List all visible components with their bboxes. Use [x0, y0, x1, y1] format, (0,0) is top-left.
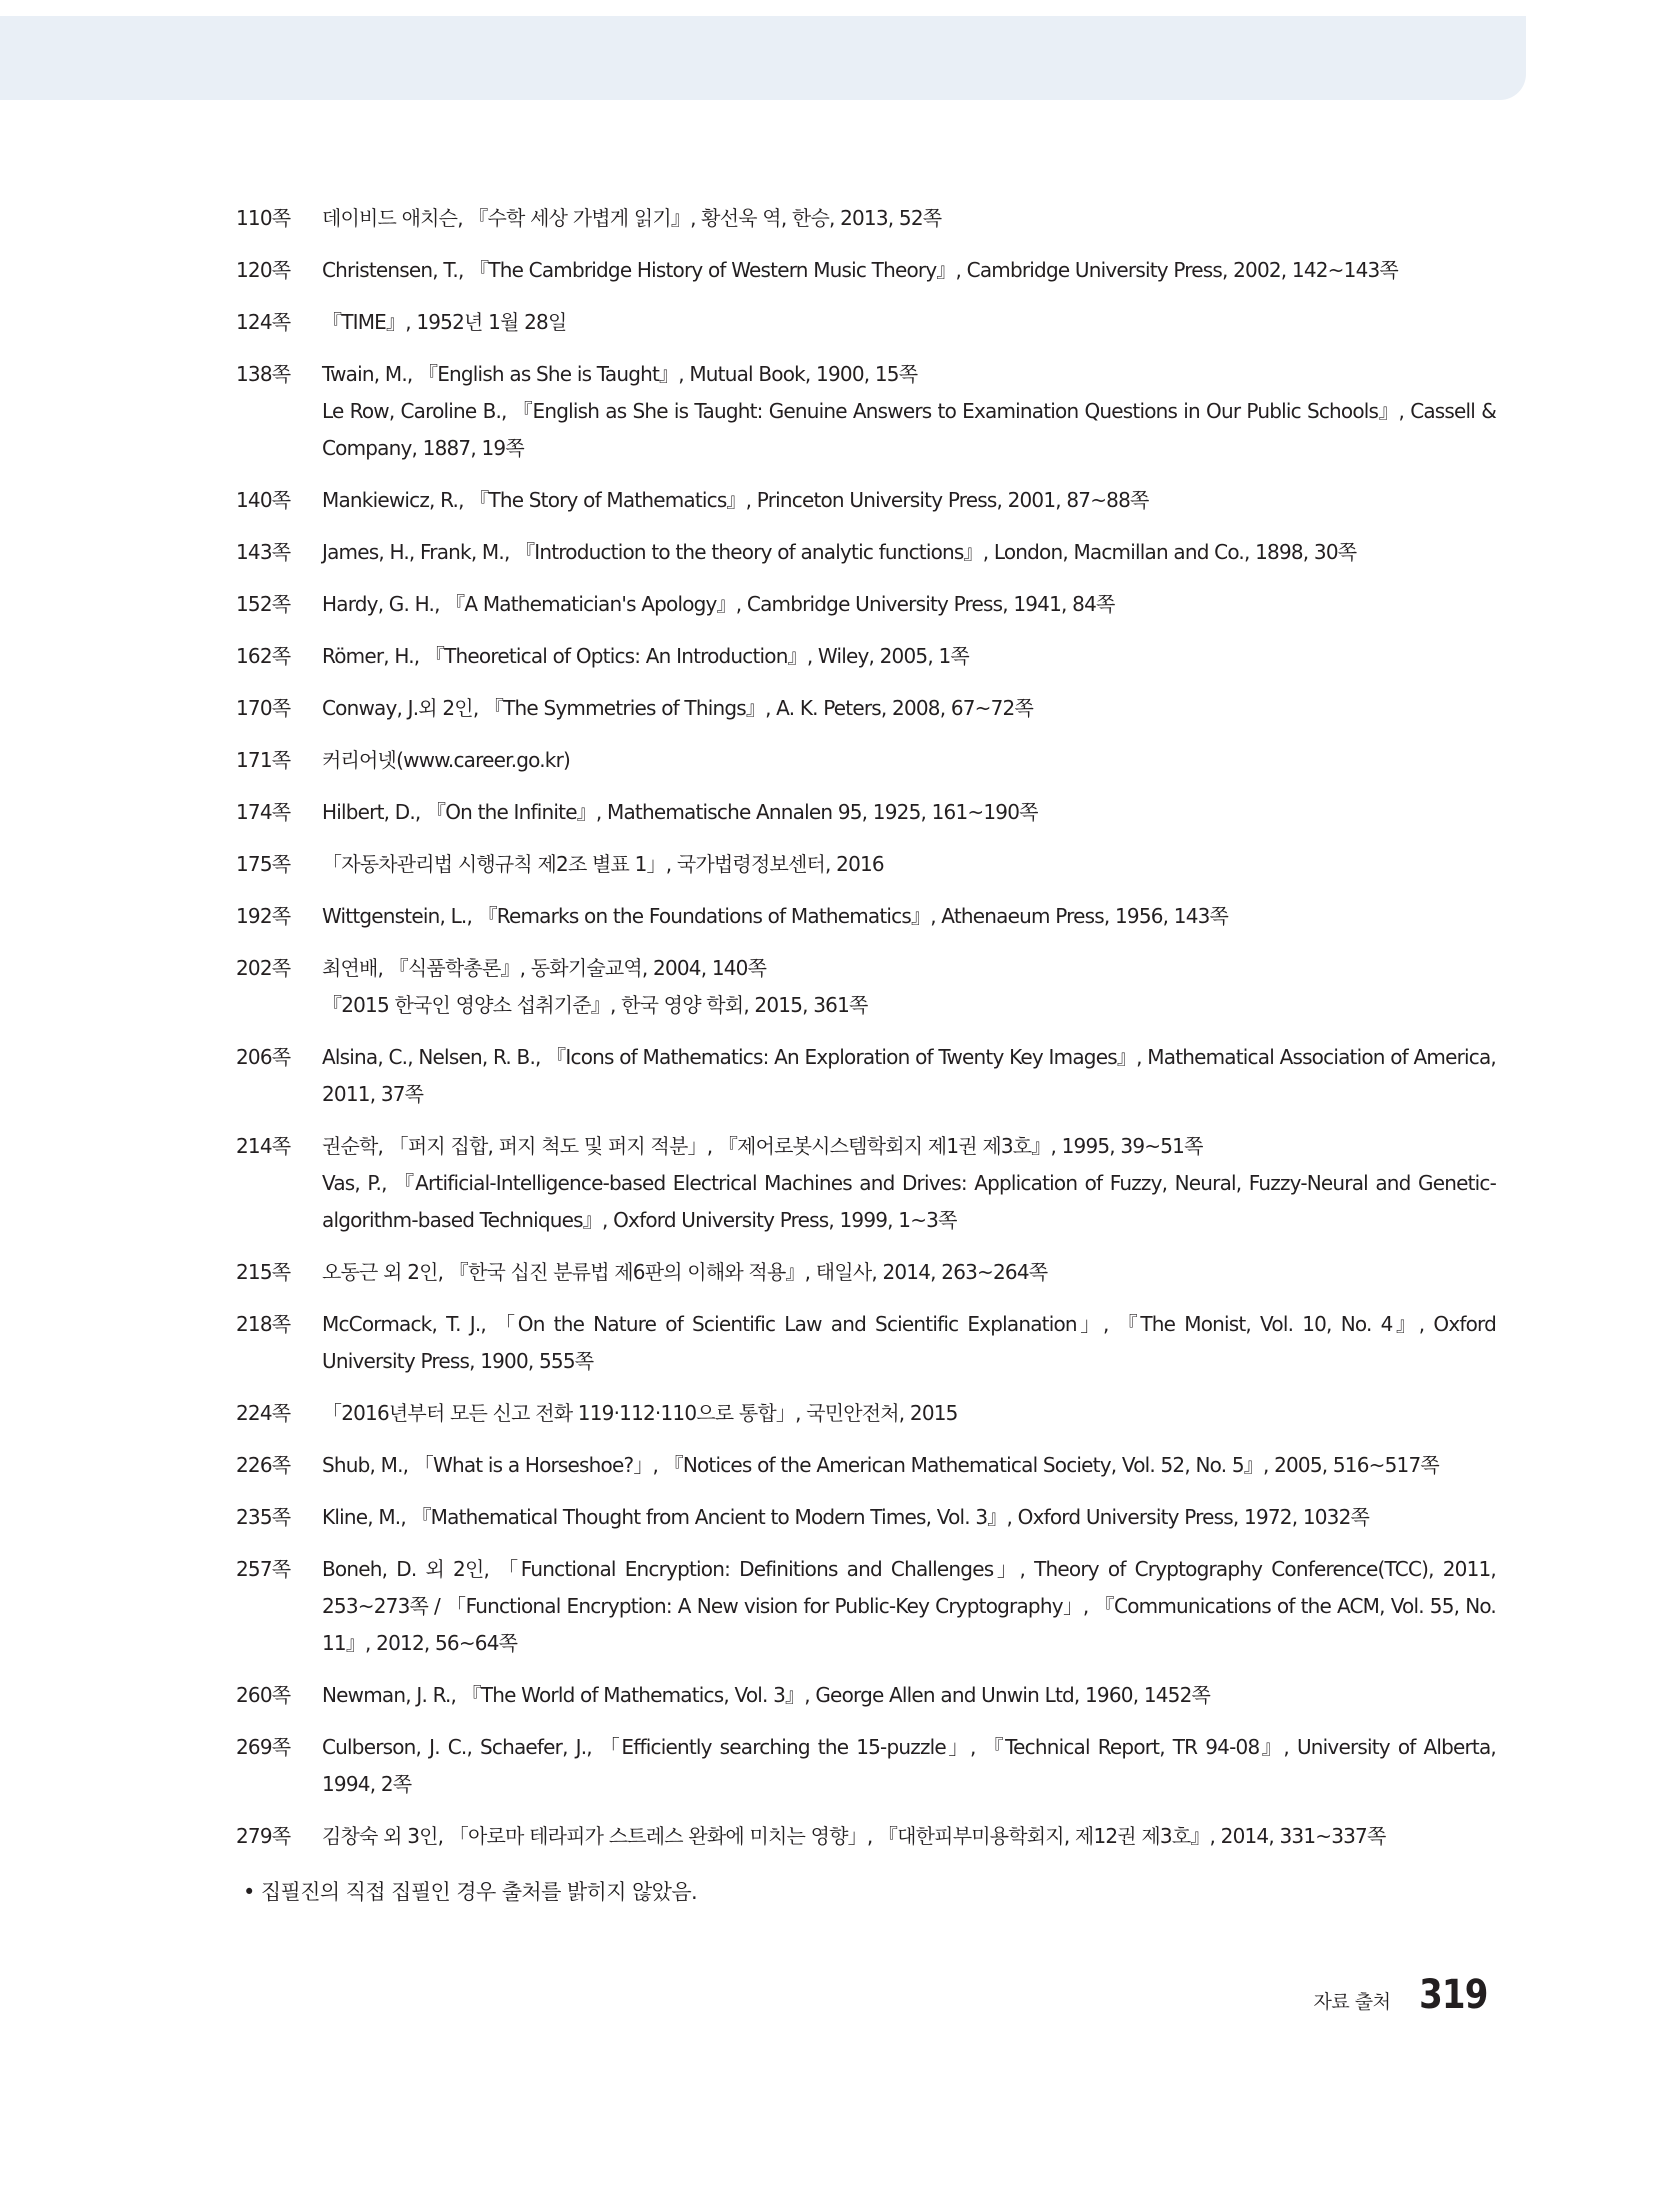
- reference-entries: [322, 1447, 1496, 1484]
- reference-entry: 「2016년부터 모든 신고 전화 119·112·110으로 통합」, 국민안전처, 2015: [322, 1401, 958, 1425]
- reference-entry: 권순학, 「퍼지 집합, 퍼지 척도 및 퍼지 적분」, 『제어로봇시스템학회지 제1권 제3호』, 1995, 39~51쪽: [322, 1134, 1203, 1158]
- reference-item: [236, 304, 1496, 341]
- page-footer: [1314, 1972, 1487, 2018]
- reference-page-label: 170쪽: [236, 696, 291, 720]
- reference-item: [236, 898, 1496, 935]
- reference-entry: Boneh, D. 외 2인, 「Functional Encryption: Definitions and Challenges」, Theory of Cryptography Conference(TCC), 2011, 253~273쪽 / 「Functional Encryption: A New vision for Public-Key Cryptography」, 『Communications of the ACM, Vol. 55, No. 11』, 2012, 56~64쪽: [322, 1557, 1496, 1655]
- reference-page-label: 174쪽: [236, 800, 291, 824]
- reference-entry: Römer, H., 『Theoretical of Optics: An Introduction』, Wiley, 2005, 1쪽: [322, 644, 969, 668]
- reference-entries: [322, 1677, 1496, 1714]
- reference-entries: [322, 482, 1496, 519]
- reference-entries: [322, 1551, 1496, 1662]
- reference-item: [236, 1039, 1496, 1113]
- reference-page-label: 202쪽: [236, 956, 291, 980]
- reference-entry: 커리어넷(www.career.go.kr): [322, 748, 571, 772]
- header-band: [0, 16, 1526, 100]
- reference-entries: [322, 1254, 1496, 1291]
- reference-page-label: 138쪽: [236, 362, 291, 386]
- reference-item: [236, 356, 1496, 467]
- reference-item: [236, 1395, 1496, 1432]
- reference-item: [236, 534, 1496, 571]
- reference-entry: Kline, M., 『Mathematical Thought from Ancient to Modern Times, Vol. 3』, Oxford University Press, 1972, 1032쪽: [322, 1505, 1370, 1529]
- reference-item: [236, 1447, 1496, 1484]
- reference-entry: Newman, J. R., 『The World of Mathematics, Vol. 3』, George Allen and Unwin Ltd, 1960, 1452쪽: [322, 1683, 1211, 1707]
- reference-entry: Hilbert, D., 『On the Infinite』, Mathematische Annalen 95, 1925, 161~190쪽: [322, 800, 1038, 824]
- reference-page-label: 192쪽: [236, 904, 291, 928]
- reference-entry: James, H., Frank, M., 『Introduction to the theory of analytic functions』, London, Macmillan and Co., 1898, 30쪽: [322, 540, 1357, 564]
- reference-page-label: 110쪽: [236, 206, 291, 230]
- reference-entry: Alsina, C., Nelsen, R. B., 『Icons of Mathematics: An Exploration of Twenty Key Images』, Mathematical Association of America, 2011, 37쪽: [322, 1045, 1496, 1106]
- reference-item: [236, 950, 1496, 1024]
- reference-entry: Mankiewicz, R., 『The Story of Mathematics』, Princeton University Press, 2001, 87~88쪽: [322, 488, 1149, 512]
- reference-page-label: 206쪽: [236, 1045, 291, 1069]
- reference-item: [236, 1128, 1496, 1239]
- reference-item: [236, 482, 1496, 519]
- reference-page-label: 269쪽: [236, 1735, 291, 1759]
- reference-page-label: 124쪽: [236, 310, 291, 334]
- reference-page-label: 235쪽: [236, 1505, 291, 1529]
- reference-page-label: 218쪽: [236, 1312, 291, 1336]
- reference-item: [236, 742, 1496, 779]
- reference-entry: Conway, J.외 2인, 『The Symmetries of Things』, A. K. Peters, 2008, 67~72쪽: [322, 696, 1034, 720]
- note: • 집필진의 직접 집필인 경우 출처를 밝히지 않았음.: [243, 1880, 698, 1904]
- reference-entries: [322, 898, 1496, 935]
- reference-page-label: 140쪽: [236, 488, 291, 512]
- reference-entries: [322, 304, 1496, 341]
- reference-entry: 「자동차관리법 시행규칙 제2조 별표 1」, 국가법령정보센터, 2016: [322, 852, 884, 876]
- reference-entry: 『2015 한국인 영양소 섭취기준』, 한국 영양 학회, 2015, 361쪽: [322, 993, 868, 1017]
- reference-entries: [322, 586, 1496, 623]
- reference-entries: [322, 1039, 1496, 1113]
- reference-entry: 최연배, 『식품학총론』, 동화기술교역, 2004, 140쪽: [322, 956, 767, 980]
- reference-entries: [322, 534, 1496, 571]
- reference-entry: McCormack, T. J., 「On the Nature of Scientific Law and Scientific Explanation」, 『The Monist, Vol. 10, No. 4』, Oxford University Press, 1900, 555쪽: [322, 1312, 1496, 1373]
- reference-entries: [322, 1306, 1496, 1380]
- reference-item: [236, 1306, 1496, 1380]
- reference-item: [236, 846, 1496, 883]
- reference-page-label: 162쪽: [236, 644, 291, 668]
- reference-entries: [322, 638, 1496, 675]
- reference-page-label: 120쪽: [236, 258, 291, 282]
- reference-item: [236, 1677, 1496, 1714]
- reference-page-label: 224쪽: [236, 1401, 291, 1425]
- reference-list: [236, 200, 1496, 1870]
- reference-entries: [322, 252, 1496, 289]
- reference-entries: [322, 1729, 1496, 1803]
- reference-entries: [322, 794, 1496, 831]
- reference-entry: 『TIME』, 1952년 1월 28일: [322, 310, 567, 334]
- reference-page-label: 226쪽: [236, 1453, 291, 1477]
- reference-entry: Hardy, G. H., 『A Mathematician's Apology』, Cambridge University Press, 1941, 84쪽: [322, 592, 1115, 616]
- reference-entry: Culberson, J. C., Schaefer, J., 「Efficiently searching the 15-puzzle」, 『Technical Report, TR 94-08』, University of Alberta, 1994, 2쪽: [322, 1735, 1496, 1796]
- reference-entry: Le Row, Caroline B., 『English as She is Taught: Genuine Answers to Examination Questions in Our Public Schools』, Cassell & Company, 1887, 19쪽: [322, 399, 1496, 460]
- reference-item: [236, 1551, 1496, 1662]
- reference-item: [236, 586, 1496, 623]
- reference-item: [236, 1499, 1496, 1536]
- reference-entry: Twain, M., 『English as She is Taught』, Mutual Book, 1900, 15쪽: [322, 362, 918, 386]
- reference-page-label: 152쪽: [236, 592, 291, 616]
- reference-page-label: 214쪽: [236, 1134, 291, 1158]
- reference-entry: Shub, M., 「What is a Horseshoe?」, 『Notices of the American Mathematical Society, Vol. 52, No. 5』, 2005, 516~517쪽: [322, 1453, 1439, 1477]
- reference-entry: 김창숙 외 3인, 「아로마 테라피가 스트레스 완화에 미치는 영향」, 『대한피부미용학회지, 제12권 제3호』, 2014, 331~337쪽: [322, 1824, 1386, 1848]
- reference-item: [236, 690, 1496, 727]
- reference-entries: [322, 742, 1496, 779]
- reference-item: [236, 200, 1496, 237]
- reference-page-label: 257쪽: [236, 1557, 291, 1581]
- reference-entries: [322, 356, 1496, 467]
- reference-entry: 오동근 외 2인, 『한국 십진 분류법 제6판의 이해와 적용』, 태일사, 2014, 263~264쪽: [322, 1260, 1048, 1284]
- reference-page-label: 143쪽: [236, 540, 291, 564]
- reference-entry: Wittgenstein, L., 『Remarks on the Foundations of Mathematics』, Athenaeum Press, 1956, 143쪽: [322, 904, 1229, 928]
- reference-entries: [322, 1818, 1496, 1855]
- reference-entry: Christensen, T., 『The Cambridge History of Western Music Theory』, Cambridge University Press, 2002, 142~143쪽: [322, 258, 1398, 282]
- reference-entry: 데이비드 애치슨, 『수학 세상 가볍게 읽기』, 황선욱 역, 한승, 2013, 52쪽: [322, 206, 942, 230]
- page-number: 319: [1418, 1972, 1487, 2018]
- reference-page-label: 175쪽: [236, 852, 291, 876]
- reference-item: [236, 794, 1496, 831]
- reference-page-label: 279쪽: [236, 1824, 291, 1848]
- reference-page-label: 171쪽: [236, 748, 291, 772]
- reference-page-label: 260쪽: [236, 1683, 291, 1707]
- reference-entries: [322, 200, 1496, 237]
- reference-entries: [322, 950, 1496, 1024]
- reference-item: [236, 252, 1496, 289]
- reference-entries: [322, 1499, 1496, 1536]
- reference-entries: [322, 1395, 1496, 1432]
- reference-item: [236, 1818, 1496, 1855]
- reference-item: [236, 1254, 1496, 1291]
- reference-item: [236, 638, 1496, 675]
- reference-entry: Vas, P., 『Artificial-Intelligence-based Electrical Machines and Drives: Application of Fuzzy, Neural, Fuzzy-Neural and Genetic-algorithm-based Techniques』, Oxford University Press, 1999, 1~3쪽: [322, 1171, 1496, 1232]
- reference-page-label: 215쪽: [236, 1260, 291, 1284]
- reference-entries: [322, 1128, 1496, 1239]
- footer-section-label: 자료 출처: [1313, 1991, 1391, 2013]
- reference-entries: [322, 690, 1496, 727]
- reference-item: [236, 1729, 1496, 1803]
- reference-entries: [322, 846, 1496, 883]
